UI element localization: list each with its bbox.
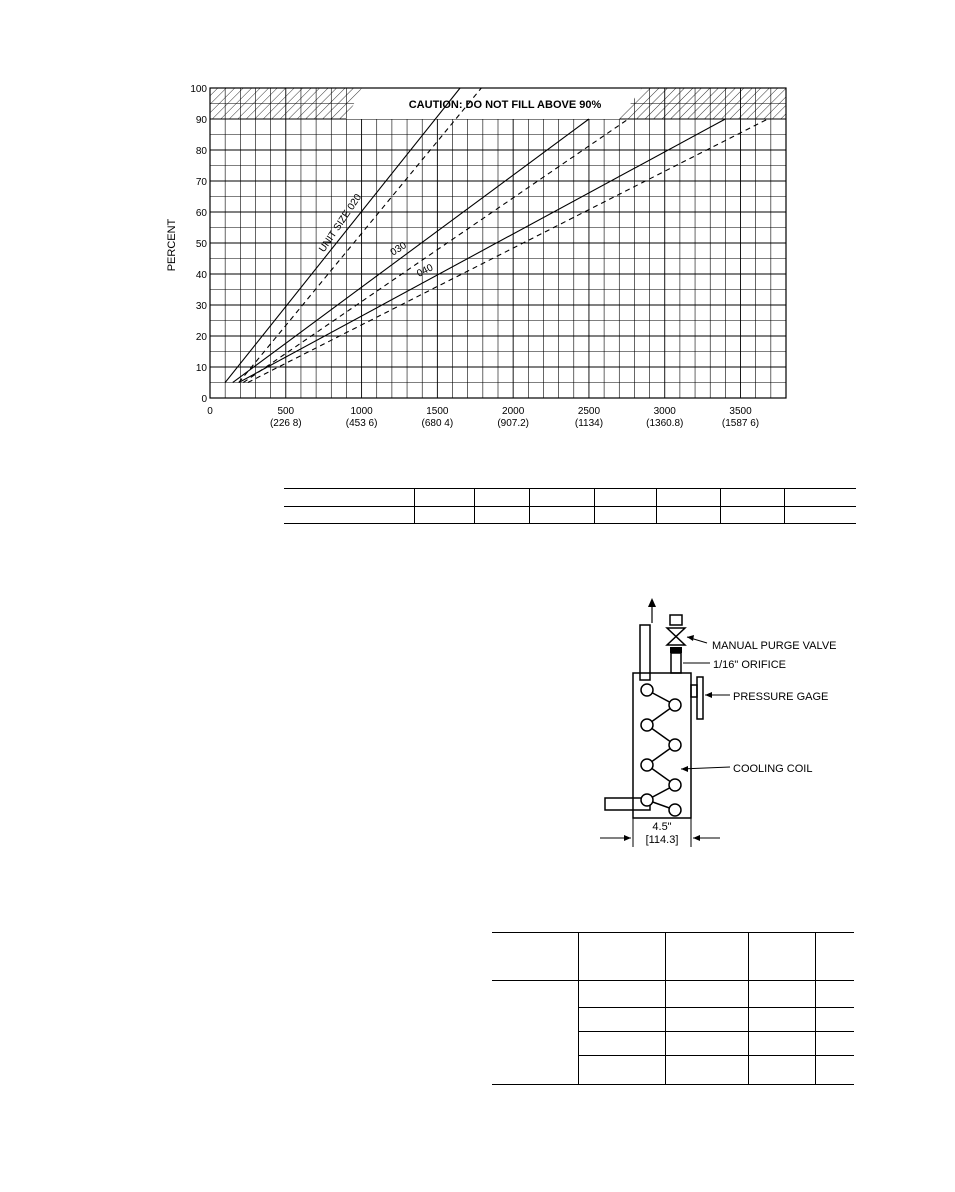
dimension-in-label: 4.5" [652, 821, 672, 833]
y-tick-label: 50 [195, 239, 207, 250]
y-tick-label: 40 [195, 270, 207, 281]
leader-cooling-coil [681, 767, 730, 769]
series-label-2: 030 [388, 240, 409, 259]
y-axis-label: PERCENT [166, 218, 178, 272]
x-tick-sublabel: (453 6) [345, 418, 378, 429]
coil-turns [641, 684, 681, 816]
leader-arrowhead [687, 635, 694, 641]
cooling-coil-label: COOLING COIL [733, 763, 813, 775]
leader-arrowhead [681, 766, 688, 772]
x-tick-sublabel: (1360.8) [646, 418, 684, 429]
x-tick-label: 500 [277, 406, 295, 417]
series-label-0: UNIT SIZE 020 [317, 192, 365, 255]
x-tick-label: 1500 [426, 406, 449, 417]
vent-pipe [640, 625, 650, 680]
series-labels [317, 192, 435, 280]
table-1 [284, 488, 856, 524]
series-label-4: 040 [415, 262, 436, 280]
orifice-block [670, 647, 682, 653]
dimension-mm-label: [114.3] [645, 834, 679, 846]
x-tick-label: 1000 [350, 406, 373, 417]
y-tick-label: 100 [190, 84, 207, 95]
y-tick-label: 70 [195, 177, 207, 188]
x-tick-label: 0 [207, 406, 213, 417]
y-tick-label: 80 [195, 146, 207, 157]
y-tick-label: 10 [195, 363, 207, 374]
orifice-label: 1/16" ORIFICE [713, 659, 786, 671]
fill-level-chart [0, 0, 955, 450]
valve-cap [670, 615, 682, 625]
leader-arrowhead [705, 692, 712, 698]
series-line-4 [239, 119, 726, 383]
x-tick-label: 2500 [577, 406, 601, 417]
dim-arrowhead [693, 835, 700, 841]
dim-arrowhead [624, 835, 631, 841]
pressure-gage [691, 685, 697, 697]
y-tick-label: 20 [195, 332, 207, 343]
orifice-pipe [671, 653, 681, 673]
caution-label: CAUTION: DO NOT FILL ABOVE 90% [408, 99, 602, 111]
y-tick-label: 90 [195, 115, 207, 126]
x-tick-sublabel: (680 4) [421, 418, 454, 429]
y-tick-label: 0 [201, 394, 207, 405]
chart-tick-labels [190, 84, 759, 429]
y-tick-label: 30 [195, 301, 207, 312]
x-tick-sublabel: (1134) [574, 418, 604, 429]
x-tick-sublabel: (907.2) [497, 418, 530, 429]
purge-valve-label: MANUAL PURGE VALVE [712, 640, 837, 652]
valve-icon [667, 628, 685, 645]
vent-arrowhead [648, 598, 656, 607]
pressure-gage-face [697, 677, 703, 719]
pressure-gage-label: PRESSURE GAGE [733, 691, 829, 703]
x-tick-label: 3000 [653, 406, 676, 417]
x-tick-label: 2000 [502, 406, 525, 417]
x-tick-sublabel: (226 8) [269, 418, 302, 429]
x-tick-label: 3500 [729, 406, 752, 417]
series-line-1 [239, 88, 482, 383]
y-tick-label: 60 [195, 208, 207, 219]
purge-cooling-coil-diagram [595, 595, 855, 855]
x-tick-sublabel: (1587 6) [721, 418, 760, 429]
table-2 [492, 932, 854, 1085]
chart-series [225, 88, 768, 383]
series-line-0 [225, 88, 460, 383]
